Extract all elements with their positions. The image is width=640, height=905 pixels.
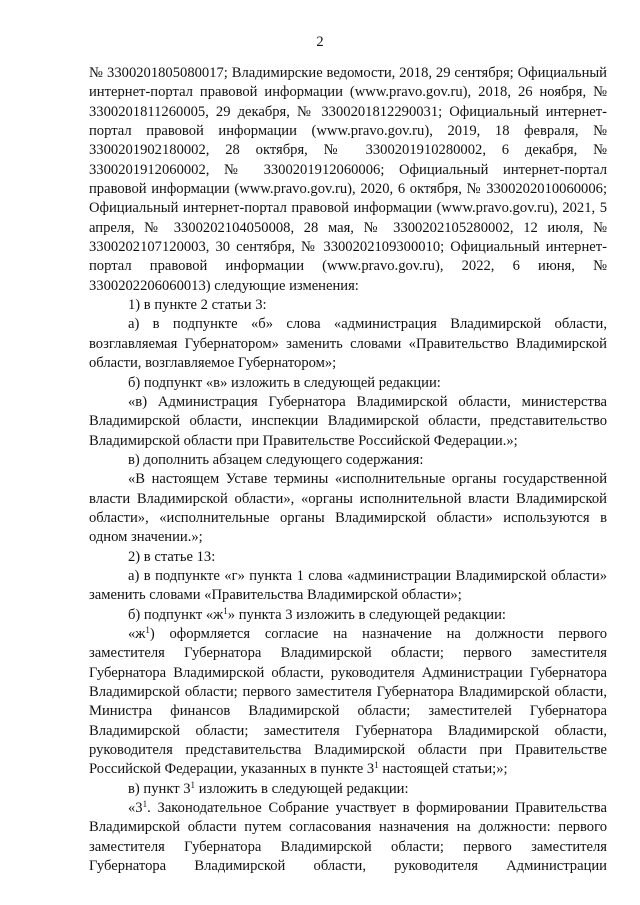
text-run: б) подпункт «ж xyxy=(128,606,224,623)
paragraph-item-2: 2) в статье 13: xyxy=(128,548,216,565)
superscript: 1 xyxy=(142,799,148,810)
text-run: изложить в следующей редакции: xyxy=(195,780,409,797)
text-run: «ж xyxy=(128,625,146,642)
text-run: в) пункт 3 xyxy=(128,780,191,797)
paragraph-quote-terms: «В настоящем Уставе термины «исполнительные органы государственной власти Владимирской области», «органы исполнительной власти Владимирской области», «исполнительные органы Владимирской области» используются в одном значении.»; xyxy=(89,471,607,546)
superscript: 1 xyxy=(374,760,379,771)
page-number: 2 xyxy=(316,34,324,50)
text-run: ) оформляется согласие на назначение на должности первого заместителя Губернатора Владимирской области; первого заместителя Губернатора Владимирской области, руководителя Администрации Губернатора Владимирской области; первого заместителя Губернатора Владимирской области, Министра финансов Владимирской области; заместителей Губернатора Владимирской области; заместителя Губернатора Владимирской области, руководителя представительства Владимирской области при Правительстве Российской Федерации, указанных в пункте 3 xyxy=(89,625,607,778)
paragraph-subitem-2a: а) в подпункте «г» пункта 1 слова «администрации Владимирской области» заменить словами «Правительства Владимирской области»; xyxy=(89,567,607,604)
paragraph-sources: № 3300201805080017; Владимирские ведомости, 2018, 29 сентября; Официальный интернет-портал правовой информации (www.pravo.gov.ru), 2018, 26 ноября, № 3300201811260005, 29 декабря, № 3300201812290031; Официальный интернет-портал правовой информации (www.pravo.gov.ru), 2019, 18 февраля, № 3300201902180002, 28 октября, № 3300201910280002, 6 декабря, № 3300201912060002, № 3300201912060006; Официальный интернет-портал правовой информации (www.pravo.gov.ru), 2020, 6 октября, № 3300202010060006; Официальный интернет-портал правовой информации (www.pravo.gov.ru), 2021, 5 апреля, № 3300202104050008, 28 мая, № 3300202105280002, 12 июля, № 3300202107120003, 30 сентября, № 3300202109300010; Официальный интернет-портал правовой информации (www.pravo.gov.ru), 2022, 6 июня, № 3300202206060013) следующие изменения: xyxy=(89,65,607,294)
paragraph-subitem-a: а) в подпункте «б» слова «администрация Владимирской области, возглавляемая Губернатором» заменить словами «Правительство Владимирской области, возглавляемое Губернатором»; xyxy=(89,316,607,372)
paragraph-subitem-2b xyxy=(89,606,607,625)
superscript: 1 xyxy=(223,605,228,616)
superscript: 1 xyxy=(190,779,196,790)
text-run: «3 xyxy=(128,800,143,817)
text-run: настоящей статьи;»; xyxy=(378,761,508,778)
text-run: . Законодательное Собрание участвует в формировании Правительства Владимирской области путем согласования назначения на должности: первого заместителя Губернатора Владимирской области; первого заместителя Губернатора Владимирской области, руководителя Администрации xyxy=(89,800,607,875)
paragraph-quote-31 xyxy=(89,799,607,876)
paragraph-quote-zh1 xyxy=(89,625,607,780)
text-run: » пункта 3 изложить в следующей редакции: xyxy=(227,606,506,623)
paragraph-subitem-2v xyxy=(89,780,607,799)
paragraph-quote-v: «в) Администрация Губернатора Владимирской области, министерства Владимирской области, инспекции Владимирской области, представительство Владимирской области при Правительстве Российской Федерации.»; xyxy=(89,393,607,449)
paragraph-subitem-v: в) дополнить абзацем следующего содержания: xyxy=(128,451,424,468)
document-body xyxy=(89,64,607,876)
paragraph-item-1: 1) в пункте 2 статьи 3: xyxy=(128,297,267,314)
superscript: 1 xyxy=(145,624,150,635)
paragraph-subitem-b: б) подпункт «в» изложить в следующей редакции: xyxy=(128,374,441,391)
